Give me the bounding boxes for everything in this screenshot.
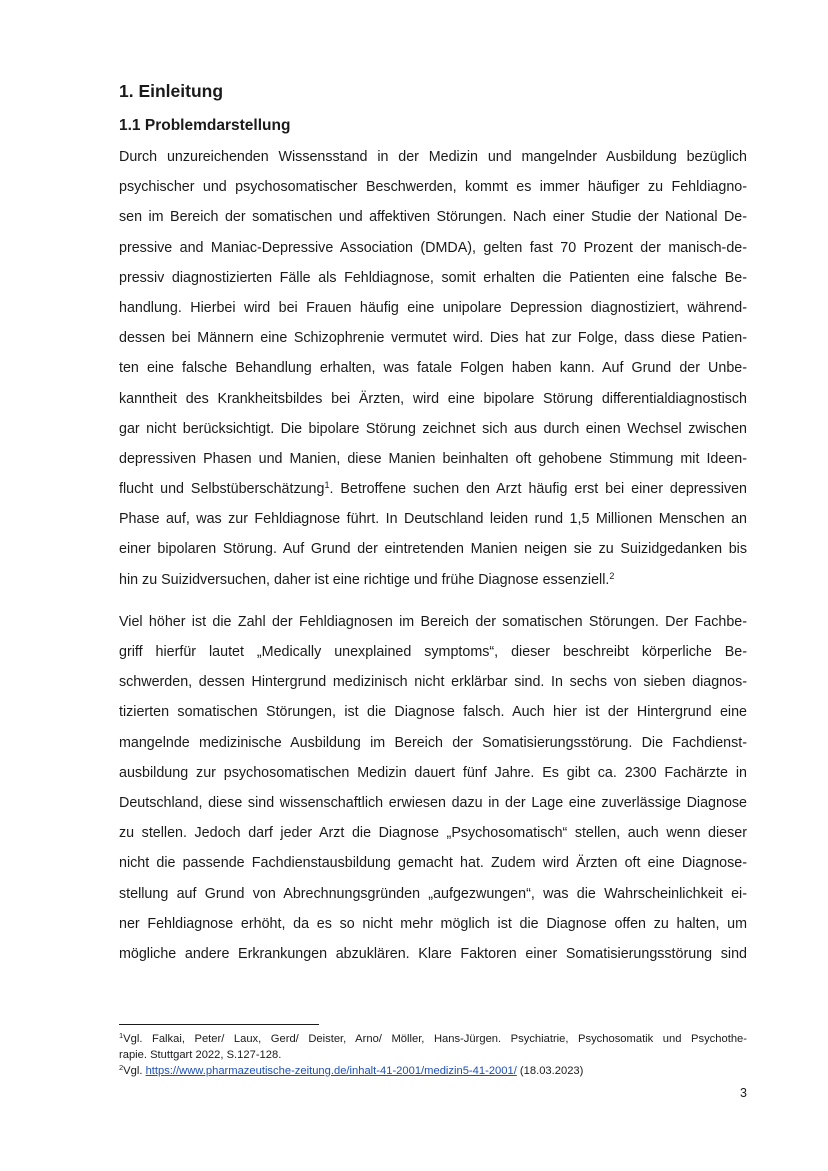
- text-line: zu stellen. Jedoch darf jeder Arzt die Diagnose „Psychosomatisch“ stellen, auch wenn dieser: [119, 825, 747, 842]
- text-segment: . Betroffene suchen den Arzt häufig erst bei einer depressiven: [329, 481, 748, 498]
- text-line: Viel höher ist die Zahl der Fehldiagnosen im Bereich der somatischen Störungen. Der Fachbe-: [119, 613, 747, 630]
- footnote-text: Vgl.: [123, 1065, 146, 1077]
- footnote-reference-1[interactable]: 1: [324, 480, 330, 491]
- footnote-text: Vgl. Falkai, Peter/ Laux, Gerd/ Deister, Arno/ Möller, Hans-Jürgen. Psychiatrie, Psychosomatik und Psychothe-: [123, 1033, 747, 1045]
- document-page: [119, 76, 747, 969]
- text-line: gar nicht berücksichtigt. Die bipolare Störung zeichnet sich aus durch einen Wechsel zwischen: [119, 420, 747, 437]
- text-line: psychischer und psychosomatischer Beschwerden, kommt es immer häufiger zu Fehldiagno-: [119, 179, 747, 196]
- text-segment: hin zu Suizidversuchen, daher ist eine richtige und frühe Diagnose essenziell.: [119, 571, 610, 588]
- text-line: handlung. Hierbei wird bei Frauen häufig eine unipolare Depression diagnostiziert, während-: [119, 299, 747, 316]
- text-line: mögliche andere Erkrankungen abzuklären. Klare Faktoren einer Somatisierungsstörung sind: [119, 945, 747, 962]
- paragraph-2: [119, 607, 747, 969]
- text-line: Phase auf, was zur Fehldiagnose führt. In Deutschland leiden rund 1,5 Millionen Menschen an: [119, 511, 747, 528]
- footnote-mark: 1: [119, 1031, 124, 1040]
- text-line: mangelnde medizinische Ausbildung im Bereich der Somatisierungsstörung. Die Fachdienst-: [119, 734, 747, 751]
- section-heading: 1.1 Problemdarstellung: [119, 117, 291, 134]
- text-line: ten eine falsche Behandlung erhalten, was fatale Folgen haben kann. Auf Grund der Unbe-: [119, 360, 747, 377]
- text-line: nicht die passende Fachdienstausbildung gemacht hat. Zudem wird Ärzten oft eine Diagnose-: [119, 855, 747, 872]
- text-line: schwerden, dessen Hintergrund medizinisch nicht erklärbar sind. In sechs von sieben diagnos-: [119, 674, 747, 691]
- text-line: depressiven Phasen und Manien, diese Manien beinhalten oft gehobene Stimmung mit Ideen-: [119, 450, 747, 467]
- footnotes: [119, 1031, 747, 1079]
- text-line: einer bipolaren Störung. Auf Grund der eintretenden Manien neigen sie zu Suizidgedanken bis: [119, 541, 747, 558]
- footnote-separator: [119, 1024, 319, 1025]
- chapter-heading: 1. Einleitung: [119, 81, 224, 101]
- text-line-with-footnote: [119, 565, 747, 595]
- footnote-2-line: [119, 1063, 747, 1079]
- page-number: 3: [740, 1086, 747, 1100]
- text-line: kanntheit des Krankheitsbildes bei Ärzten, wird eine bipolare Störung differentialdiagnostisch: [119, 390, 747, 407]
- text-line: sen im Bereich der somatischen und affektiven Störungen. Nach einer Studie der National De-: [119, 209, 747, 226]
- paragraph-1: [119, 142, 747, 595]
- footnote-1-line: [119, 1031, 747, 1047]
- footnote-1-line: rapie. Stuttgart 2022, S.127-128.: [119, 1049, 282, 1061]
- text-line: Durch unzureichenden Wissensstand in der Medizin und mangelnder Ausbildung bezüglich: [119, 149, 747, 165]
- text-line: Deutschland, diese sind wissenschaftlich erwiesen dazu in der Lage eine zuverlässige Diagnose: [119, 794, 747, 811]
- footnote-date: (18.03.2023): [516, 1065, 584, 1077]
- text-line: griff hierfür lautet „Medically unexplained symptoms“, dieser beschreibt körperliche Be-: [119, 644, 747, 660]
- text-line: pressive and Maniac-Depressive Association (DMDA), gelten fast 70 Prozent der manisch-de-: [119, 239, 747, 256]
- footnote-link[interactable]: https://www.pharmazeutische-zeitung.de/inhalt-41-2001/medizin5-41-2001/: [145, 1065, 517, 1077]
- text-line: ner Fehldiagnose erhöht, da es so nicht mehr möglich ist die Diagnose offen zu halten, um: [119, 915, 747, 932]
- footnote-reference-2[interactable]: 2: [609, 570, 615, 581]
- text-segment: flucht und Selbstüberschätzung: [119, 481, 325, 498]
- text-line-with-footnote: [119, 474, 747, 504]
- text-line: pressiv diagnostizierten Fälle als Fehldiagnose, somit erhalten die Patienten eine falsche Be-: [119, 269, 747, 286]
- text-line: stellung auf Grund von Abrechnungsgründen „aufgezwungen“, was die Wahrscheinlichkeit ei-: [119, 885, 747, 902]
- text-line: ausbildung zur psychosomatischen Medizin dauert fünf Jahre. Es gibt ca. 2300 Fachärzte in: [119, 764, 747, 781]
- text-line: tizierten somatischen Störungen, ist die Diagnose falsch. Auch hier ist der Hintergrund eine: [119, 704, 747, 721]
- text-line: dessen bei Männern eine Schizophrenie vermutet wird. Dies hat zur Folge, dass diese Patien-: [119, 330, 747, 347]
- footnote-mark: 2: [119, 1063, 124, 1072]
